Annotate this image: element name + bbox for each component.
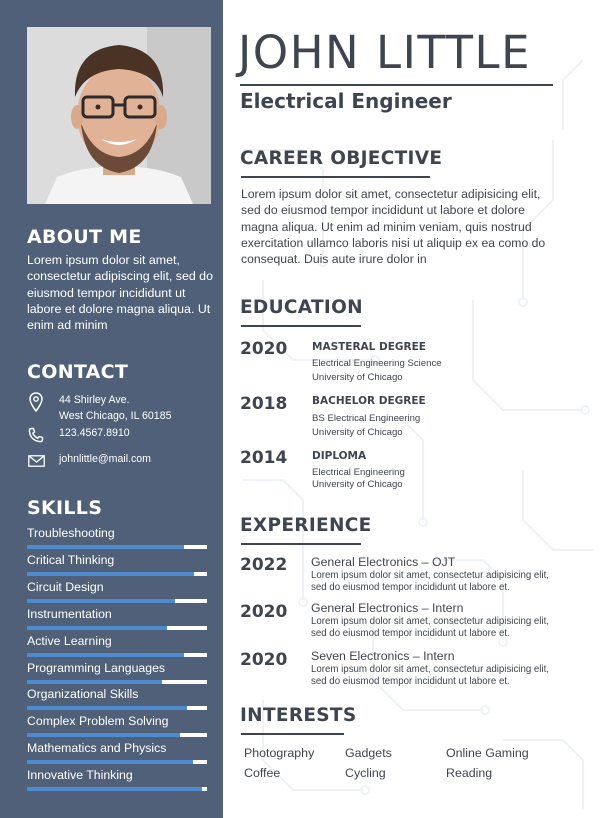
envelope-icon	[27, 452, 45, 470]
skill-bar	[27, 680, 207, 684]
education-school: University of Chicago	[312, 372, 403, 383]
skill-label: Active Learning	[27, 633, 112, 648]
skill-label: Organizational Skills	[27, 687, 139, 702]
contact-heading: CONTACT	[27, 361, 129, 383]
skill-label: Complex Problem Solving	[27, 714, 169, 729]
skills-heading: SKILLS	[27, 497, 103, 519]
education-underline	[241, 325, 361, 327]
skill-item	[27, 553, 207, 576]
experience-year: 2020	[240, 650, 288, 670]
skill-item	[27, 526, 207, 549]
skill-bar	[27, 626, 207, 630]
contact-address	[27, 393, 171, 424]
skill-bar-fill	[27, 706, 187, 710]
job-role: Electrical Engineer	[240, 89, 452, 113]
sidebar	[0, 0, 223, 818]
education-field: Electrical Engineering Science	[312, 358, 442, 369]
experience-underline	[241, 543, 361, 545]
experience-description: Lorem ipsum dolor sit amet, consectetur adipisicing elit, sed do eiusmod tempor incididunt ut labore et.	[311, 570, 549, 593]
skill-bar	[27, 733, 207, 737]
interests-heading: INTERESTS	[240, 705, 357, 726]
education-degree: MASTERAL DEGREE	[312, 341, 426, 353]
interest-item: Online Gaming	[446, 746, 529, 760]
experience-year: 2022	[240, 555, 288, 575]
address-line-2: West Chicago, IL 60185	[59, 409, 172, 422]
education-field: Electrical Engineering	[312, 467, 405, 478]
skill-label: Instrumentation	[27, 606, 112, 621]
experience-year: 2020	[240, 602, 288, 622]
location-pin-icon	[27, 393, 45, 411]
about-heading: ABOUT ME	[27, 226, 142, 248]
skill-bar-fill	[27, 653, 184, 657]
about-text: Lorem ipsum dolor sit amet, consectetur adipiscing elit, sed do eiusmod tempor incididunt ut labore et dolore magna aliqua. Ut enim ad minim	[27, 253, 213, 333]
objective-heading: CAREER OBJECTIVE	[240, 148, 443, 169]
education-degree: DIPLOMA	[312, 450, 367, 462]
phone-icon	[27, 426, 45, 444]
contact-phone	[27, 426, 130, 444]
skill-bar	[27, 545, 207, 549]
skill-item	[27, 580, 207, 603]
skill-bar	[27, 787, 207, 791]
skill-label: Critical Thinking	[27, 552, 115, 567]
skill-item	[27, 687, 207, 710]
profile-portrait-illustration	[27, 27, 211, 204]
skill-bar	[27, 760, 207, 764]
skill-bar-fill	[27, 733, 180, 737]
skill-bar-fill	[27, 545, 184, 549]
interest-item: Cycling	[345, 766, 386, 780]
skill-bar-fill	[27, 680, 162, 684]
interest-item: Coffee	[244, 766, 281, 780]
phone-text: 123.4567.8910	[59, 427, 130, 439]
name-title: JOHN LITTLE	[238, 26, 532, 79]
skill-bar-fill	[27, 626, 167, 630]
skill-item	[27, 714, 207, 737]
skill-label: Circuit Design	[27, 579, 104, 594]
skill-bar	[27, 572, 207, 576]
objective-underline	[241, 176, 430, 178]
skill-label: Mathematics and Physics	[27, 741, 167, 756]
contact-email	[27, 452, 151, 470]
profile-photo	[27, 27, 211, 204]
education-school: University of Chicago	[312, 427, 403, 438]
experience-description: Lorem ipsum dolor sit amet, consectetur adipisicing elit, sed do eiusmod tempor incididunt ut labore et.	[311, 616, 549, 639]
skill-bar-fill	[27, 760, 193, 764]
skill-label: Troubleshooting	[27, 526, 115, 540]
education-school: University of Chicago	[312, 479, 403, 490]
skill-item	[27, 661, 207, 684]
interest-item: Photography	[244, 746, 315, 760]
experience-title: General Electronics – Intern	[311, 601, 464, 615]
education-heading: EDUCATION	[240, 297, 363, 318]
education-year: 2018	[240, 394, 288, 414]
name-divider	[240, 84, 553, 86]
skill-bar-fill	[27, 572, 194, 576]
experience-description: Lorem ipsum dolor sit amet, consectetur adipisicing elit, sed do eiusmod tempor incididunt ut labore et.	[311, 664, 549, 687]
skill-label: Innovative Thinking	[27, 768, 133, 783]
skill-bar-fill	[27, 787, 202, 791]
skill-item	[27, 607, 207, 630]
interests-underline	[241, 733, 344, 735]
experience-title: General Electronics – OJT	[311, 555, 456, 569]
address-text	[59, 393, 171, 424]
interest-item: Gadgets	[345, 746, 392, 760]
experience-heading: EXPERIENCE	[240, 515, 372, 536]
education-year: 2014	[240, 448, 288, 468]
skill-bar	[27, 653, 207, 657]
skill-bar	[27, 706, 207, 710]
skill-item	[27, 634, 207, 657]
skill-bar-fill	[27, 599, 175, 603]
skill-label: Programming Languages	[27, 660, 166, 675]
address-line-1: 44 Shirley Ave.	[59, 394, 130, 406]
email-text: johnlittle@mail.com	[59, 453, 152, 465]
objective-text: Lorem ipsum dolor sit amet, consectetur adipisicing elit, sed do eiusmod tempor incididunt ut labore et dolore magna aliqua. Ut enim ad minim veniam, quis nostrud exercitation ullamco laboris nisi ut aliquip ex ea como do consequat. Duis aute irure dolor in	[241, 187, 546, 267]
education-field: BS Electrical Engineering	[312, 413, 421, 424]
interest-item: Reading	[446, 766, 493, 780]
education-degree: BACHELOR DEGREE	[312, 395, 426, 407]
skill-item	[27, 741, 207, 764]
skill-item	[27, 768, 207, 791]
experience-title: Seven Electronics – Intern	[311, 649, 455, 663]
education-year: 2020	[240, 339, 288, 359]
skill-bar	[27, 599, 207, 603]
